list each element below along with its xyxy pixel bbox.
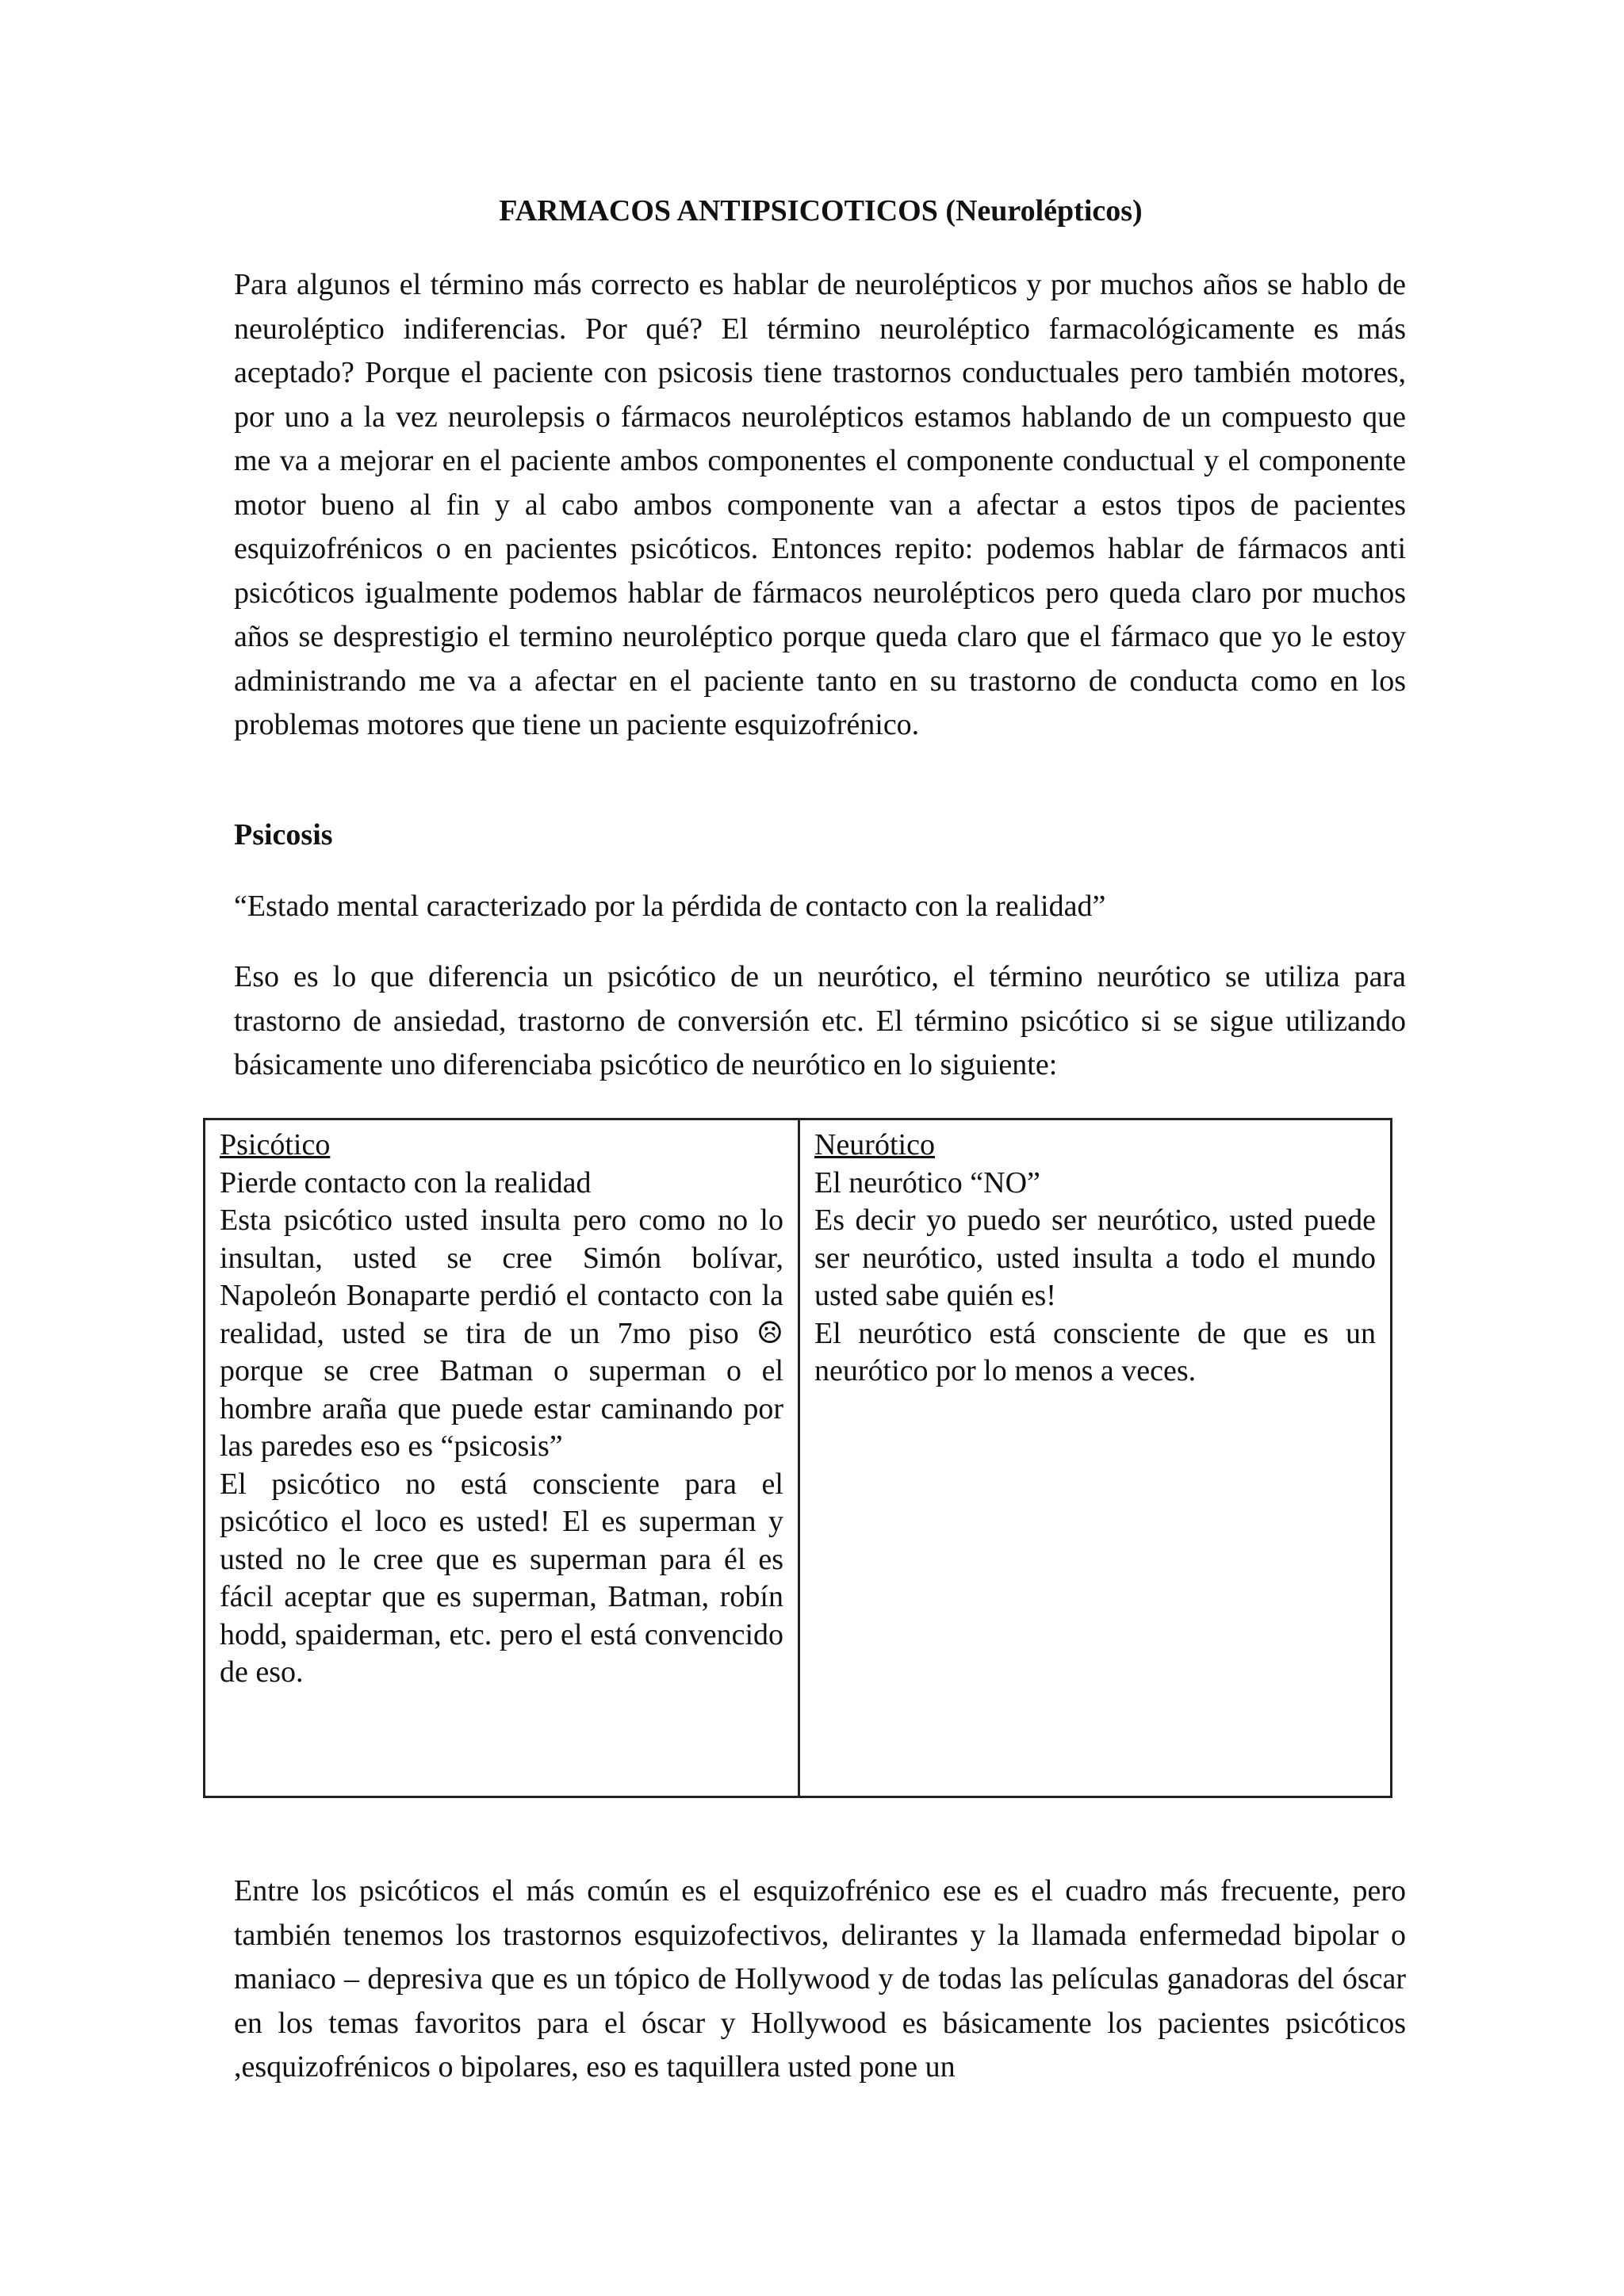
document-title: FARMACOS ANTIPSICOTICOS (Neurolépticos) <box>499 194 1143 228</box>
neurotico-header: Neurótico <box>814 1128 935 1161</box>
neurotico-description: Es decir yo puedo ser neurótico, usted puede ser neurótico, usted insulta a todo el mundo usted sabe quién es! <box>814 1203 1376 1312</box>
closing-paragraph: Entre los psicóticos el más común es el esquizofrénico ese es el cuadro más frecuente, pero también tenemos los trastornos esquizofectivos, delirantes y la llamada enfermedad bipolar o maniaco – depresiva que es un tópico de Hollywood y de todas las películas ganadoras del óscar en los temas favoritos para el óscar y Hollywood es básicamente los pacientes psicóticos ,esquizofrénicos o bipolares, eso es taquillera usted pone un <box>234 1874 1406 2084</box>
psicotico-column <box>205 1120 798 1796</box>
neurotico-awareness: El neurótico está consciente de que es un neurótico por lo menos a veces. <box>814 1316 1376 1387</box>
neurotico-line: El neurótico “NO” <box>814 1165 1040 1200</box>
psicotico-awareness: El psicótico no está consciente para el psicótico el loco es usted! El es superman y usted no le cree que es superman para él es fácil aceptar que es superman, Batman, robín hodd, spaiderman, etc. pero el está convencido de eso. <box>220 1467 783 1689</box>
comparison-table <box>203 1118 1392 1798</box>
psicotico-description: Esta psicótico usted insulta pero como no lo insultan, usted se cree Simón bolívar, Napoleón Bonaparte perdió el contacto con la realidad, usted se tira de un 7mo piso ☹ porque se cree Batman o superman o el hombre araña que puede estar caminando por las paredes eso es “psicosis” <box>220 1203 783 1463</box>
section-heading: Psicosis <box>234 818 333 851</box>
neurotico-column <box>798 1120 1390 1796</box>
psicotico-header: Psicótico <box>220 1128 331 1161</box>
definition-quote: “Estado mental caracterizado por la pérdida de contacto con la realidad” <box>234 890 1106 923</box>
difference-paragraph: Eso es lo que diferencia un psicótico de un neurótico, el término neurótico se utiliza para trastorno de ansiedad, trastorno de conversión etc. El término psicótico si se sigue utilizando básicamente uno diferenciaba psicótico de neurótico en lo siguiente: <box>234 960 1406 1081</box>
intro-paragraph: Para algunos el término más correcto es hablar de neurolépticos y por muchos años se hablo de neuroléptico indiferencias. Por qué? El término neuroléptico farmacológicamente es más aceptado? Porque el paciente con psicosis tiene trastornos conductuales pero también motores, por uno a la vez neurolepsis o fármacos neurolépticos estamos hablando de un compuesto que me va a mejorar en el paciente ambos componentes el componente conductual y el componente motor bueno al fin y al cabo ambos componente van a afectar a estos tipos de pacientes esquizofrénicos o en pacientes psicóticos. Entonces repito: podemos hablar de fármacos anti psicóticos igualmente podemos hablar de fármacos neurolépticos pero queda claro por muchos años se desprestigio el termino neuroléptico porque queda claro que el fármaco que yo le estoy administrando me va a afectar en el paciente tanto en su trastorno de conducta como en los problemas motores que tiene un paciente esquizofrénico. <box>234 268 1406 741</box>
psicotico-line: Pierde contacto con la realidad <box>220 1165 592 1200</box>
